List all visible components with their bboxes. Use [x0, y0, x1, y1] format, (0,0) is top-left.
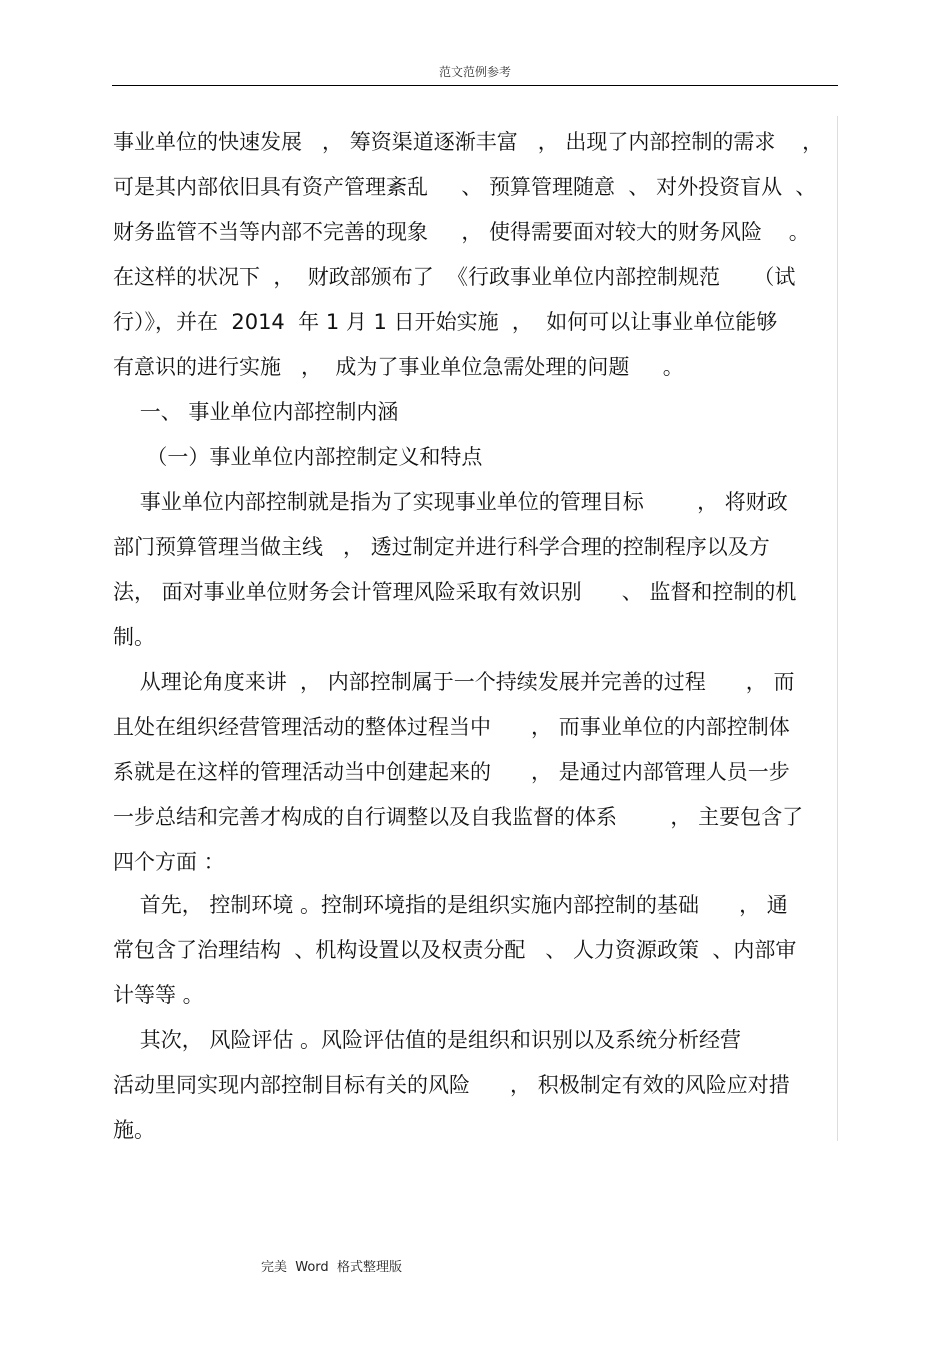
body-line: 事业单位内部控制就是指为了实现事业单位的管理目标 ， 将财政: [113, 490, 788, 514]
body-line: 有意识的进行实施 ， 成为了事业单位急需处理的问题 。: [113, 355, 684, 379]
body-line: 首先， 控制环境 。控制环境指的是组织实施内部控制的基础 ， 通: [113, 893, 788, 917]
body-line: 一步总结和完善才构成的自行调整以及自我监督的体系 ， 主要包含了: [113, 805, 804, 829]
body-line: 制。: [113, 625, 155, 649]
header-text: 范文范例参考: [438, 65, 511, 79]
body-line: 法， 面对事业单位财务会计管理风险采取有效识别 、 监督和控制的机: [113, 580, 797, 604]
right-margin-line: [837, 116, 838, 1141]
page-footer: 完美 Word 格式整理版: [261, 1260, 402, 1275]
body-line: 在这样的状况下 ， 财政部颁布了 《行政事业单位内部控制规范 （试: [113, 265, 796, 289]
body-line: 常包含了治理结构 、机构设置以及权责分配 、 人力资源政策 、内部审: [113, 938, 797, 962]
subsection-heading: （一）事业单位内部控制定义和特点: [113, 445, 483, 469]
header-divider: [112, 85, 838, 86]
body-line: 行）》，并在 2014 年 1 月 1 日开始实施 ， 如何可以让事业单位能够: [113, 310, 778, 334]
body-line: 活动里同实现内部控制目标有关的风险 ， 积极制定有效的风险应对措: [113, 1073, 790, 1097]
body-line: 四个方面 ：: [113, 850, 225, 874]
body-line: 事业单位的快速发展 ， 筹资渠道逐渐丰富 ， 出现了内部控制的需求 ，: [113, 130, 824, 154]
body-line: 从理论角度来讲 ， 内部控制属于一个持续发展并完善的过程 ， 而: [113, 670, 795, 694]
body-line: 其次， 风险评估 。风险评估值的是组织和识别以及系统分析经营: [113, 1028, 742, 1052]
section-heading: 一、 事业单位内部控制内涵: [113, 400, 399, 424]
body-line: 计等等 。: [113, 983, 204, 1007]
body-line: 且处在组织经营管理活动的整体过程当中 ， 而事业单位的内部控制体: [113, 715, 790, 739]
body-line: 系就是在这样的管理活动当中创建起来的 ， 是通过内部管理人员一步: [113, 760, 790, 784]
body-line: 施。: [113, 1118, 155, 1142]
body-line: 可是其内部依旧具有资产管理紊乱 、 预算管理随意 、 对外投资盲从 、: [113, 175, 817, 199]
body-line: 财务监管不当等内部不完善的现象 ， 使得需要面对较大的财务风险 。: [113, 220, 810, 244]
body-line: 部门预算管理当做主线 ， 透过制定并进行科学合理的控制程序以及方: [113, 535, 770, 559]
